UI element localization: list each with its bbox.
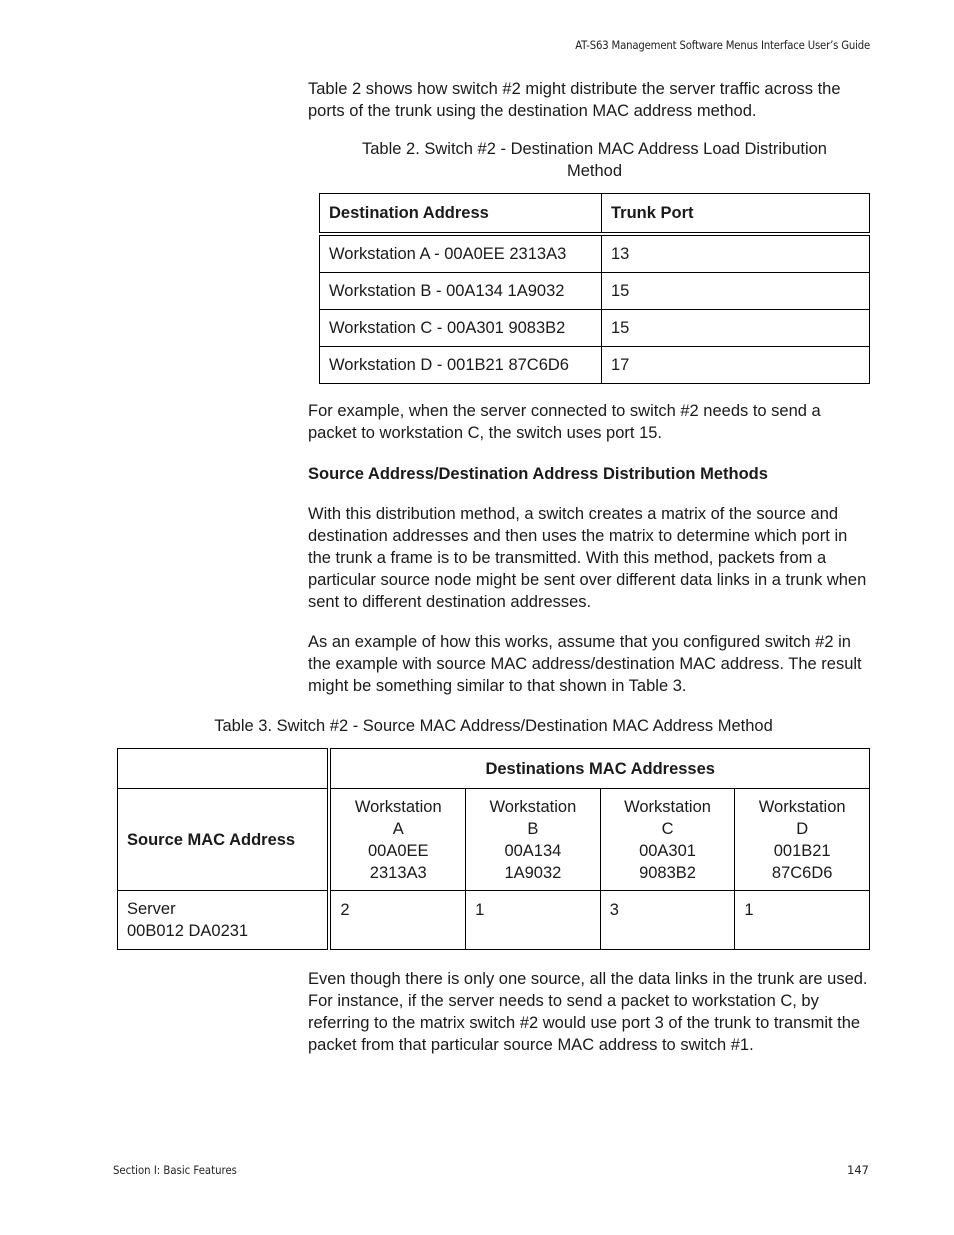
destination-cell: Workstation C - 00A301 9083B2 xyxy=(320,310,602,347)
workstation-d-cell xyxy=(735,789,870,891)
mac-part1: 001B21 xyxy=(773,841,831,860)
mac-part2: 2313A3 xyxy=(369,863,427,882)
workstation-a-cell xyxy=(329,789,465,891)
workstation-label: Workstation xyxy=(489,797,577,816)
running-header: AT-S63 Management Software Menus Interface User’s Guide xyxy=(575,38,870,52)
method-paragraph: With this distribution method, a switch creates a matrix of the source and destination addresses and then uses the matrix to determine which port in the trunk a frame is to be transmitted. With this method, packets from a particular source node might be sent over different data links in a trunk when sent to different destination addresses. xyxy=(308,505,867,611)
workstation-letter: A xyxy=(392,819,404,838)
intro-paragraph: Table 2 shows how switch #2 might distribute the server traffic across the ports of the trunk using the destination MAC address method. xyxy=(308,80,841,120)
trunk-port-cell: 15 xyxy=(602,310,870,347)
section-heading: Source Address/Destination Address Distribution Methods xyxy=(308,465,768,483)
destination-cell: Workstation B - 00A134 1A9032 xyxy=(320,273,602,310)
mac-part2: 1A9032 xyxy=(504,863,562,882)
column-header-destination: Destination Address xyxy=(320,194,602,235)
workstation-row xyxy=(118,789,870,891)
mac-part1: 00A134 xyxy=(504,841,562,860)
destinations-header: Destinations MAC Addresses xyxy=(329,749,869,789)
mac-part1: 00A0EE xyxy=(367,841,429,860)
port-cell: 3 xyxy=(600,891,735,950)
workstation-letter: C xyxy=(661,819,674,838)
source-destination-matrix-table xyxy=(117,748,870,950)
workstation-letter: D xyxy=(796,819,809,838)
workstation-letter: B xyxy=(527,819,539,838)
table-row xyxy=(320,234,870,273)
table-row xyxy=(320,347,870,384)
workstation-c-cell xyxy=(600,789,735,891)
source-mac-header: Source MAC Address xyxy=(118,789,330,891)
closing-paragraph: Even though there is only one source, all the data links in the trunk are used. For instance, if the server needs to send a packet to workstation C, by referring to the matrix switch #2 would use port 3 of the trunk to transmit the packet from that particular source MAC address to switch #1. xyxy=(308,970,868,1054)
mac-part1: 00A301 xyxy=(639,841,696,860)
trunk-port-cell: 15 xyxy=(602,273,870,310)
footer-section: Section I: Basic Features xyxy=(113,1163,237,1177)
workstation-b-cell xyxy=(466,789,601,891)
table-row xyxy=(320,273,870,310)
port-cell: 1 xyxy=(735,891,870,950)
server-mac: 00B012 DA0231 xyxy=(127,922,249,940)
port-cell: 2 xyxy=(329,891,465,950)
column-header-trunk-port: Trunk Port xyxy=(602,194,870,235)
table-header-row xyxy=(118,749,870,789)
trunk-port-cell: 13 xyxy=(602,234,870,273)
destination-mac-table xyxy=(319,193,870,384)
destination-cell: Workstation A - 00A0EE 2313A3 xyxy=(320,234,602,273)
workstation-label: Workstation xyxy=(624,797,711,816)
table-row xyxy=(320,310,870,347)
server-cell xyxy=(118,891,330,950)
table2-caption xyxy=(319,138,870,182)
mac-part2: 9083B2 xyxy=(639,863,696,882)
source-row xyxy=(118,891,870,950)
server-name: Server xyxy=(127,900,176,918)
workstation-label: Workstation xyxy=(758,797,846,816)
trunk-port-cell: 17 xyxy=(602,347,870,384)
page-number: 147 xyxy=(847,1163,869,1177)
table2-caption-line2: Method xyxy=(566,162,623,180)
workstation-label: Workstation xyxy=(354,797,442,816)
port-cell: 1 xyxy=(466,891,601,950)
table2-caption-line1: Table 2. Switch #2 - Destination MAC Address Load Distribution xyxy=(362,140,827,158)
table3-caption: Table 3. Switch #2 - Source MAC Address/Destination MAC Address Method xyxy=(214,717,773,735)
empty-corner-cell xyxy=(118,749,330,789)
destination-cell: Workstation D - 001B21 87C6D6 xyxy=(320,347,602,384)
mac-part2: 87C6D6 xyxy=(771,863,833,882)
example-paragraph: For example, when the server connected to switch #2 needs to send a packet to workstation C, the switch uses port 15. xyxy=(308,402,821,442)
example2-paragraph: As an example of how this works, assume that you configured switch #2 in the example with source MAC address/destination MAC address. The result might be something similar to that shown in Table 3. xyxy=(308,633,862,695)
table-header-row xyxy=(320,194,870,235)
